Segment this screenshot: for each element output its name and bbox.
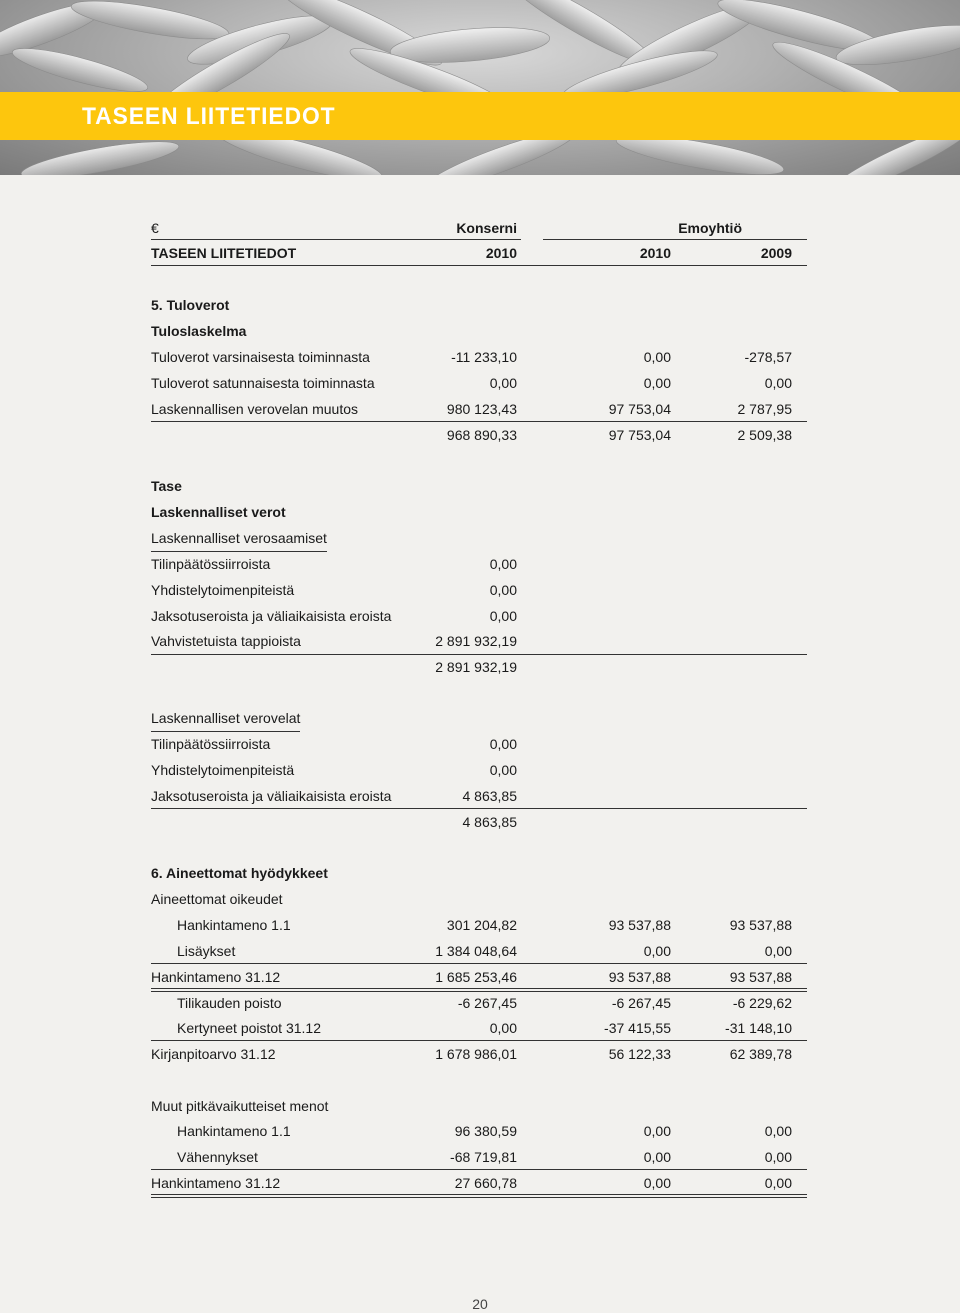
col-year-1: 2010 <box>485 245 517 261</box>
table-row <box>151 912 807 938</box>
row-label: Vahvistetuista tappioista <box>151 633 301 649</box>
title-verovelat: Laskennalliset verovelat <box>151 705 300 732</box>
group-title <box>151 525 807 551</box>
cell-value: 4 863,85 <box>462 788 517 804</box>
cell-value: 0,00 <box>489 736 517 752</box>
cell-value: 0,00 <box>764 1123 792 1139</box>
currency-symbol: € <box>151 220 159 236</box>
cell-value: 0,00 <box>643 349 671 365</box>
header-photo <box>0 0 960 175</box>
cell-value: 93 537,88 <box>608 917 671 933</box>
total-value: 2 509,38 <box>737 427 792 443</box>
cell-value: 1 685 253,46 <box>435 969 517 985</box>
row-label: Tuloverot satunnaisesta toiminnasta <box>151 375 375 391</box>
table-row <box>151 938 807 964</box>
cell-value: 0,00 <box>489 762 517 778</box>
table-row <box>151 990 807 1016</box>
section-heading <box>151 860 807 886</box>
cell-value: 1 384 048,64 <box>435 943 517 959</box>
petal-decoration <box>0 0 960 175</box>
total-value: 968 890,33 <box>446 427 517 443</box>
total-row <box>151 654 807 680</box>
row-label: Tilinpäätössiirroista <box>151 556 271 572</box>
table-row <box>151 1041 807 1067</box>
table-row <box>151 783 807 809</box>
row-label: Jaksotuseroista ja väliaikaisista eroista <box>151 788 392 804</box>
double-divider <box>151 1194 807 1198</box>
cell-value: 0,00 <box>764 1149 792 1165</box>
heading-tase: Tase <box>151 478 182 494</box>
section-subheading <box>151 499 807 525</box>
cell-value: -6 229,62 <box>732 995 792 1011</box>
cell-value: -6 267,45 <box>611 995 671 1011</box>
cell-value: 2 787,95 <box>737 401 792 417</box>
title-band <box>0 92 960 140</box>
cell-value: 62 389,78 <box>729 1046 792 1062</box>
cell-value: 0,00 <box>643 1149 671 1165</box>
section-heading <box>151 473 807 499</box>
table-header-groups <box>151 215 807 241</box>
title-verosaamiset: Laskennalliset verosaamiset <box>151 525 327 552</box>
row-label: Lisäykset <box>177 943 236 959</box>
row-label: Jaksotuseroista ja väliaikaisista eroista <box>151 608 392 624</box>
row-label: Yhdistelytoimenpiteistä <box>151 582 295 598</box>
row-label: Kertyneet poistot 31.12 <box>177 1020 321 1036</box>
cell-value: 0,00 <box>764 943 792 959</box>
title-oikeudet: Aineettomat oikeudet <box>151 891 283 907</box>
cell-value: 0,00 <box>643 1123 671 1139</box>
cell-value: 96 380,59 <box>454 1123 517 1139</box>
cell-value: 0,00 <box>764 375 792 391</box>
row-label: Laskennallisen verovelan muutos <box>151 401 359 417</box>
row-label: Hankintameno 31.12 <box>151 1175 281 1191</box>
page-number: 20 <box>472 1296 488 1312</box>
table-row <box>151 603 807 629</box>
cell-value: 93 537,88 <box>608 969 671 985</box>
cell-value: 0,00 <box>643 375 671 391</box>
row-label: Tilinpäätössiirroista <box>151 736 271 752</box>
cell-value: 0,00 <box>764 1175 792 1191</box>
total-row <box>151 422 807 448</box>
cell-value: 0,00 <box>489 556 517 572</box>
table-row <box>151 628 807 654</box>
cell-value: 27 660,78 <box>454 1175 517 1191</box>
section-label: TASEEN LIITETIEDOT <box>151 245 297 261</box>
section-subheading <box>151 318 807 344</box>
col-year-3: 2009 <box>760 245 792 261</box>
cell-value: -6 267,45 <box>457 995 517 1011</box>
group-title <box>151 705 807 731</box>
table-row <box>151 370 807 396</box>
group-konserni: Konserni <box>456 220 517 236</box>
group-title <box>151 886 807 912</box>
cell-value: 93 537,88 <box>729 917 792 933</box>
group-emoyhtio: Emoyhtiö <box>678 220 742 236</box>
section-heading <box>151 292 807 318</box>
table-row <box>151 577 807 603</box>
table-row <box>151 551 807 577</box>
row-label: Tilikauden poisto <box>177 995 282 1011</box>
cell-value: 0,00 <box>489 582 517 598</box>
row-label: Vähennykset <box>177 1149 258 1165</box>
row-label: Hankintameno 1.1 <box>177 1123 291 1139</box>
table-row <box>151 396 807 422</box>
page-title: TASEEN LIITETIEDOT <box>82 103 336 130</box>
total-value: 97 753,04 <box>608 427 671 443</box>
cell-value: -278,57 <box>744 349 792 365</box>
cell-value: 1 678 986,01 <box>435 1046 517 1062</box>
table-row <box>151 344 807 370</box>
cell-value: 0,00 <box>489 608 517 624</box>
row-label: Hankintameno 31.12 <box>151 969 281 985</box>
cell-value: 0,00 <box>489 1020 517 1036</box>
table-row <box>151 731 807 757</box>
subheading-laskennalliset-verot: Laskennalliset verot <box>151 504 286 520</box>
cell-value: 93 537,88 <box>729 969 792 985</box>
row-label: Yhdistelytoimenpiteistä <box>151 762 295 778</box>
cell-value: 2 891 932,19 <box>435 633 517 649</box>
cell-value: 0,00 <box>489 375 517 391</box>
total-value: 4 863,85 <box>462 814 517 830</box>
cell-value: 56 122,33 <box>608 1046 671 1062</box>
divider <box>151 265 807 266</box>
row-label: Kirjanpitoarvo 31.12 <box>151 1046 276 1062</box>
cell-value: 980 123,43 <box>446 401 517 417</box>
row-label: Tuloverot varsinaisesta toiminnasta <box>151 349 370 365</box>
col-year-2: 2010 <box>639 245 671 261</box>
table-row <box>151 964 807 990</box>
cell-value: 301 204,82 <box>446 917 517 933</box>
row-label: Hankintameno 1.1 <box>177 917 291 933</box>
table-row <box>151 757 807 783</box>
cell-value: 97 753,04 <box>608 401 671 417</box>
cell-value: -68 719,81 <box>450 1149 517 1165</box>
table-header-years <box>151 240 807 266</box>
table-row <box>151 1015 807 1041</box>
cell-value: 0,00 <box>643 1175 671 1191</box>
heading-aineettomat: 6. Aineettomat hyödykkeet <box>151 865 328 881</box>
content-area <box>0 175 960 1313</box>
cell-value: -31 148,10 <box>725 1020 792 1036</box>
title-muut: Muut pitkävaikutteiset menot <box>151 1098 329 1114</box>
total-row <box>151 809 807 835</box>
total-value: 2 891 932,19 <box>435 659 517 675</box>
cell-value: 0,00 <box>643 943 671 959</box>
subheading-tuloslaskelma: Tuloslaskelma <box>151 323 247 339</box>
table-row <box>151 1170 807 1196</box>
table-row <box>151 1144 807 1170</box>
cell-value: -37 415,55 <box>604 1020 671 1036</box>
cell-value: -11 233,10 <box>451 349 517 365</box>
group-title <box>151 1093 807 1119</box>
table-row <box>151 1118 807 1144</box>
heading-tuloverot: 5. Tuloverot <box>151 297 230 313</box>
